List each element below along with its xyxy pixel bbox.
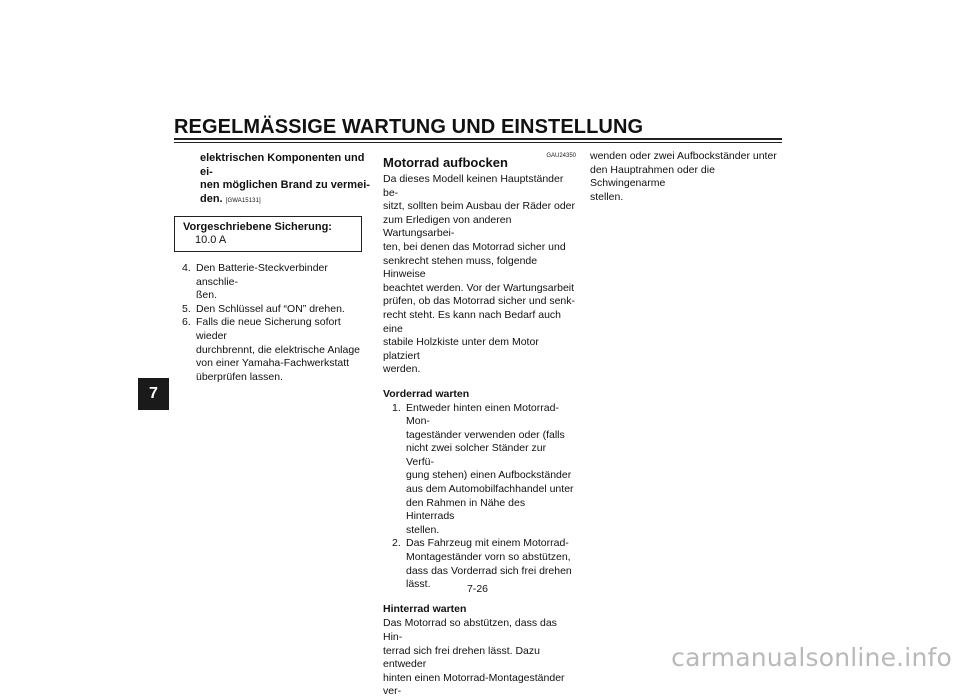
section-code: GAU24350 bbox=[546, 153, 576, 159]
front-wheel-steps bbox=[383, 402, 576, 592]
fuse-spec-label: Vorgeschriebene Sicherung: bbox=[183, 221, 332, 233]
page-title: REGELMÄSSIGE WARTUNG UND EINSTELLUNG bbox=[174, 116, 644, 138]
title-rule-thick bbox=[174, 138, 782, 140]
fuse-spec-box bbox=[174, 216, 362, 252]
list-item: 4. Den Batterie-Steckverbinder anschlie- ßen. bbox=[182, 262, 328, 302]
continuation-paragraph: wenden oder zwei Aufbockständer unter den Hauptrahmen oder die Schwingenarme stellen. bbox=[590, 150, 777, 203]
title-rule-thin bbox=[174, 142, 782, 143]
section-title: Motorrad aufbocken bbox=[383, 155, 508, 170]
page-number: 7-26 bbox=[467, 583, 489, 595]
list-item: 6. Falls die neue Sicherung sofort wieder durchbrennt, die elektrische Anlage von einer Yamaha-Fachwerkstatt überprüfen lassen. bbox=[182, 316, 361, 383]
rear-wheel-paragraph: Das Motorrad so abstützen, dass das Hin- terrad sich frei drehen lässt. Dazu entweder hinten einen Motorrad-Montageständer ver- bbox=[383, 617, 565, 698]
list-item: 2. Das Fahrzeug mit einem Motorrad- Montageständer vorn so abstützen, dass das Vorderrad sich frei drehen lässt. bbox=[392, 537, 572, 591]
warning-text: elektrischen Komponenten und ei- nen möglichen Brand zu vermei- den. [GWA15131] bbox=[200, 152, 370, 205]
warning-code: [GWA15131] bbox=[225, 197, 261, 204]
list-item: 5. Den Schlüssel auf “ON” drehen. bbox=[182, 302, 345, 315]
list-item: 1. Entweder hinten einen Motorrad-Mon- tageständer verwenden oder (falls nicht zwei solcher Ständer zur Verfü- gung stehen) einen Aufbockständer aus dem Automobilfachhandel unter den Rahmen in Nähe des Hinterrads stellen. bbox=[392, 401, 574, 536]
chapter-tab: 7 bbox=[138, 378, 169, 410]
column-2 bbox=[383, 150, 576, 699]
rear-wheel-heading: Hinterrad warten bbox=[383, 602, 467, 615]
intro-paragraph: Da dieses Modell keinen Hauptständer be- sitzt, sollten beim Ausbau der Räder oder zum Erledigen von anderen Wartungsarbei- ten, bei denen das Motorrad sicher und senkrecht stehen muss, folgende Hinweise beachtet werden. Vor der Wartungsarbeit prüfen, ob das Motorrad sicher und senk- recht steht. Es kann nach Bedarf auch eine stabile Holzkiste unter dem Motor platziert werden. bbox=[383, 173, 576, 376]
fuse-steps-list bbox=[182, 262, 370, 384]
fuse-spec-value: 10.0 A bbox=[195, 234, 227, 246]
front-wheel-heading: Vorderrad warten bbox=[383, 387, 470, 400]
watermark: carmanualsonline.info bbox=[671, 643, 952, 672]
section-header bbox=[383, 150, 576, 172]
column-1 bbox=[182, 152, 370, 384]
column-3 bbox=[590, 150, 786, 204]
